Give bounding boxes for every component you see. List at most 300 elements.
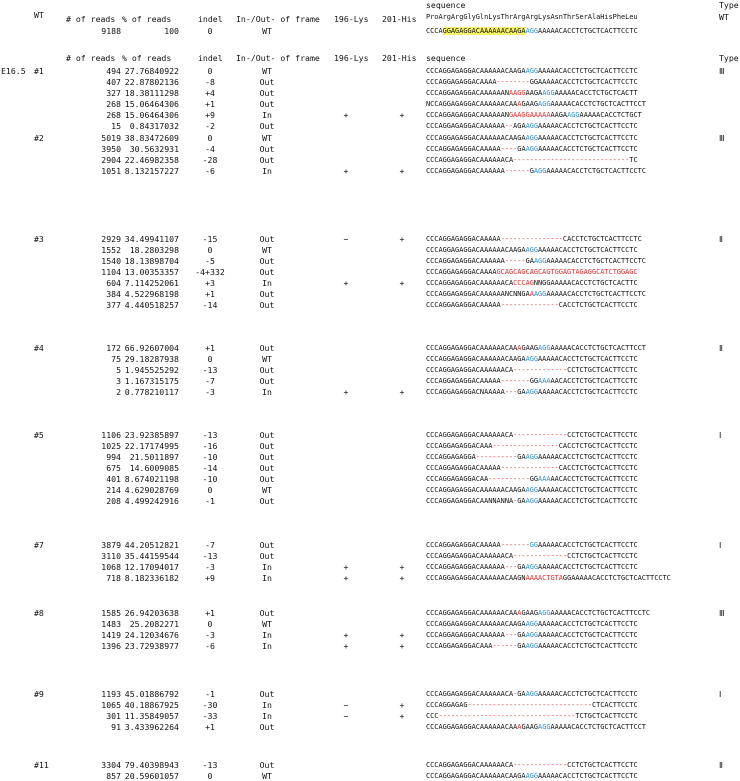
- sequence-segment: CCCAGGAGAGGACAAA: [426, 642, 493, 650]
- reads-percent: 18.38111298: [124, 88, 179, 98]
- indel-value: 0: [207, 619, 213, 629]
- sequence-segment: CCCAGGAGAGGACAAAAA: [426, 301, 501, 309]
- frame-status: Out: [259, 144, 275, 154]
- indel-value: -10: [202, 452, 218, 462]
- frame-status: Out: [259, 608, 275, 618]
- reads-percent: 4.440518257: [124, 300, 179, 310]
- reads-percent: 0.778210117: [124, 387, 179, 397]
- sequence-segment: CCCAGGAGAGGACNAAAAA: [426, 388, 505, 396]
- indel-value: -16: [202, 441, 218, 451]
- sequence-edit-segment: A: [517, 344, 522, 352]
- reads-percent: 14.6009085: [129, 463, 179, 473]
- col-his-header: 201-His: [382, 14, 417, 24]
- sequence-segment: CCCAGGAGAGGACAAAAAA: [426, 122, 505, 130]
- reads-count: 91: [111, 722, 121, 732]
- reads-percent: 4.629028769: [124, 485, 179, 495]
- sample-type: Ⅰ: [719, 689, 722, 699]
- lys196-status: +: [343, 110, 349, 120]
- sequence-segment: CCCAGGAGAGGACAAAAAA: [426, 631, 505, 639]
- read-sequence: [426, 77, 638, 87]
- reads-count: 15: [111, 121, 121, 131]
- reads-count: 301: [106, 711, 121, 721]
- sequence-segment: AGA: [513, 122, 526, 130]
- wt-pct: 100: [164, 26, 179, 36]
- frame-status: WT: [262, 619, 272, 629]
- read-sequence: [426, 245, 638, 255]
- reads-percent: 18.13898704: [124, 256, 179, 266]
- sample-type: Ⅱ: [719, 234, 724, 244]
- frame-status: Out: [259, 289, 275, 299]
- sequence-segment: AAAAACACCTCTGCTCACTTCCTC: [538, 541, 638, 549]
- sequence-segment: CCCAGGAGAGGACAAAAAACAAGA: [426, 67, 526, 75]
- reads-percent: 79.40398943: [124, 760, 179, 770]
- sequence-segment: AAGA: [525, 89, 543, 97]
- stage-label: E16.5: [1, 66, 26, 76]
- pam-segment: AGG: [538, 100, 551, 108]
- lys196-status: +: [343, 641, 349, 651]
- sequence-segment: GAAG: [521, 344, 539, 352]
- sequence-edit-segment: -: [513, 497, 518, 505]
- reads-percent: 22.46982358: [124, 155, 179, 165]
- reads-count: 675: [106, 463, 121, 473]
- indel-value: -14: [202, 463, 218, 473]
- indel-value: +4: [205, 88, 215, 98]
- sequence-segment: AAAAACACCTCTGCTCACTTCCTC: [538, 134, 638, 142]
- sequence-segment: AAAAACACCTCTGCTCACTTCCTC: [538, 563, 638, 571]
- indel-value: +1: [205, 608, 215, 618]
- frame-status: In: [262, 387, 272, 397]
- frame-status: Out: [259, 474, 275, 484]
- sequence-segment: AAAAACACCTCTGCTCACTTCCTC: [546, 290, 646, 298]
- sequence-segment: CCTCTGCTCACTTCCTC: [567, 761, 638, 769]
- read-sequence: [426, 144, 638, 154]
- sequence-edit-segment: AAAACTGTA: [525, 574, 563, 582]
- reads-count: 1483: [101, 619, 121, 629]
- indel-value: -13: [202, 430, 218, 440]
- sequence-segment: CACCTCTGCTCACTTCCTC: [562, 235, 642, 243]
- reads-percent: 44.20512821: [124, 540, 179, 550]
- read-sequence: [426, 289, 646, 299]
- indel-value: -4+332: [195, 267, 225, 277]
- reads-count: 5: [116, 365, 121, 375]
- pam-segment: AGG: [525, 145, 539, 153]
- read-sequence: [426, 608, 650, 618]
- frame-status: WT: [262, 771, 272, 781]
- sequence-segment: CCCAGGAGAGGACAAAA: [426, 78, 497, 86]
- sequence-segment: GG: [529, 377, 539, 385]
- reads-count: 1051: [101, 166, 121, 176]
- sequence-segment: CCCAGGAGAGGACAAAAAACA: [426, 552, 514, 560]
- frame-status: WT: [262, 245, 272, 255]
- read-sequence: [426, 300, 638, 310]
- sequence-segment: GA: [517, 453, 526, 461]
- sequence-edit-segment: -------------: [513, 552, 568, 560]
- frame-status: In: [262, 630, 272, 640]
- pam-segment: AAA: [538, 377, 551, 385]
- indel-value: 0: [207, 245, 213, 255]
- target-highlight-segment: GGAGAGGACAAAAAACAAGA: [442, 27, 526, 35]
- indel-value: -1: [205, 689, 215, 699]
- lys196-status: +: [343, 387, 349, 397]
- sequence-segment: GAAG: [521, 609, 539, 617]
- indel-value: -15: [202, 234, 218, 244]
- read-sequence: [426, 133, 638, 143]
- sequence-edit-segment: ----: [500, 145, 518, 153]
- read-sequence: [426, 155, 638, 165]
- lys196-status: +: [343, 630, 349, 640]
- lys196-status: +: [343, 278, 349, 288]
- col-indel-header: indel: [198, 14, 223, 24]
- reads-percent: 25.2082271: [129, 619, 179, 629]
- sequence-segment: CACCTCTGCTCACTTCCTC: [558, 464, 638, 472]
- sequence-segment: CCCAGGAGAGGACAAAAAACAAGA: [426, 134, 526, 142]
- sequence-segment: CCCAGGAGAGGACAAAAA: [426, 541, 501, 549]
- indel-value: -6: [205, 641, 215, 651]
- reads-count: 2904: [101, 155, 121, 165]
- read-sequence: [426, 99, 646, 109]
- col-lys-header: 196-Lys: [334, 14, 369, 24]
- indel-value: +1: [205, 722, 215, 732]
- reads-count: 1025: [101, 441, 121, 451]
- reads-percent: 13.00353357: [124, 267, 179, 277]
- reads-percent: 8.674021198: [124, 474, 179, 484]
- his201-status: +: [399, 387, 405, 397]
- reads-count: 1065: [101, 700, 121, 710]
- sequence-edit-segment: ----------: [475, 453, 518, 461]
- col-type-header-2: Type: [719, 53, 739, 63]
- reads-count: 994: [106, 452, 121, 462]
- indel-value: -13: [202, 551, 218, 561]
- indel-value: +1: [205, 99, 215, 109]
- read-sequence: [426, 166, 646, 176]
- sequence-edit-segment: ---: [504, 563, 518, 571]
- indel-value: -6: [205, 166, 215, 176]
- sample-type: Ⅱ: [719, 343, 724, 353]
- reads-count: 268: [106, 99, 121, 109]
- frame-status: In: [262, 166, 272, 176]
- reads-percent: 30.5632931: [129, 144, 179, 154]
- read-sequence: [426, 66, 638, 76]
- frame-status: In: [262, 641, 272, 651]
- sequence-segment: CACCTCTGCTCACTTCCTC: [558, 301, 638, 309]
- read-sequence: [426, 771, 638, 781]
- frame-status: Out: [259, 365, 275, 375]
- sequence-segment: CCCAGGAGAGGACAAAAAACAAGA: [426, 246, 526, 254]
- indel-value: -14: [202, 300, 218, 310]
- sequence-edit-segment: ----------------------------: [513, 156, 630, 164]
- sequence-segment: CCCAGGAGAGGACAAAAA: [426, 235, 501, 243]
- read-sequence: [426, 722, 646, 732]
- sequence-segment: CCTCTGCTCACTTCCTC: [567, 431, 638, 439]
- frame-status: WT: [262, 66, 272, 76]
- reads-percent: 7.114252061: [124, 278, 179, 288]
- indel-value: -4: [205, 144, 215, 154]
- reads-count: 1552: [101, 245, 121, 255]
- sample-id: #3: [34, 234, 44, 244]
- sequence-edit-segment: ----------: [488, 475, 530, 483]
- lys196-status: +: [343, 562, 349, 572]
- sequence-segment: CCTCTGCTCACTTCCTC: [567, 366, 638, 374]
- frame-status: WT: [262, 485, 272, 495]
- his201-status: +: [399, 630, 405, 640]
- frame-status: WT: [262, 354, 272, 364]
- indel-value: -7: [205, 540, 215, 550]
- sequence-segment: CCCAGGAGAGGACAANNANNA: [426, 497, 514, 505]
- type-wt-label: WT: [719, 12, 729, 22]
- read-sequence: [426, 441, 638, 451]
- sequence-edit-segment: GCAGCAGCAGCAGTGGAGTAGAGGCATCTGGAGC: [496, 268, 638, 276]
- sequence-edit-segment: -----: [504, 257, 526, 265]
- pam-segment: AGG: [525, 388, 539, 396]
- col-frame-header-2: In-/Out- of frame: [236, 53, 320, 63]
- sequence-edit-segment: --------------: [500, 301, 559, 309]
- sequence-segment: GGAAAAACACCTCTGCTCACTTCCTC: [562, 574, 671, 582]
- sequence-segment: AAGA: [550, 111, 568, 119]
- sequence-segment: AAAAACACCTCTGCTCACTTCCTC: [538, 27, 638, 35]
- reads-percent: 18.2803298: [129, 245, 179, 255]
- read-sequence: [426, 376, 638, 386]
- pam-segment: AGG: [533, 167, 547, 175]
- read-sequence: [426, 452, 638, 462]
- pam-segment: AGG: [538, 723, 551, 731]
- sequence-segment: CCCAGGAGAGGACAAAAAANCNNGA: [426, 290, 530, 298]
- read-sequence: [426, 256, 646, 266]
- frame-status: WT: [262, 133, 272, 143]
- wt-frame: WT: [262, 26, 272, 36]
- wt-sequence: [426, 26, 638, 36]
- indel-value: -3: [205, 562, 215, 572]
- reads-percent: 8.132157227: [124, 166, 179, 176]
- sequence-edit-segment: A: [529, 290, 534, 298]
- col-lys-header-2: 196-Lys: [334, 53, 369, 63]
- reads-percent: 23.92385897: [124, 430, 179, 440]
- read-sequence: [426, 641, 638, 651]
- sequence-edit-segment: --------: [496, 78, 530, 86]
- reads-percent: 8.182336182: [124, 573, 179, 583]
- pam-segment: AGG: [538, 609, 551, 617]
- reads-count: 1106: [101, 430, 121, 440]
- sequence-segment: CCCAGGAGAGGACAAAAA: [426, 377, 501, 385]
- reads-percent: 45.01886792: [124, 689, 179, 699]
- read-sequence: [426, 540, 638, 550]
- reads-percent: 3.433962264: [124, 722, 179, 732]
- reads-percent: 66.92607004: [124, 343, 179, 353]
- col-pct-header: % of reads: [122, 14, 172, 24]
- pam-segment: AGG: [533, 290, 547, 298]
- sequence-segment: AAAAACACCTCTGCTCACTTCCTC: [538, 453, 638, 461]
- pam-segment: AGG: [542, 89, 555, 97]
- frame-status: Out: [259, 121, 275, 131]
- pam-segment: AGG: [525, 620, 539, 628]
- sequence-segment: GAAG: [521, 723, 539, 731]
- indel-value: +9: [205, 573, 215, 583]
- sequence-segment: CCCAGGAGAGGACAAAAAA: [426, 563, 505, 571]
- sequence-segment: AAAAACACCTCTGCT: [579, 111, 642, 119]
- reads-count: 3879: [101, 540, 121, 550]
- sequence-segment: TCTGCTCACTTCCTC: [575, 712, 638, 720]
- sequence-segment: NCCAGGAGAGGACAAAAAACAA: [426, 100, 518, 108]
- frame-status: In: [262, 700, 272, 710]
- sequence-segment: AAAAACACCTCTGCTCACTTCCTC: [546, 167, 646, 175]
- sequence-edit-segment: ---: [504, 631, 518, 639]
- reads-count: 377: [106, 300, 121, 310]
- col-his-header-2: 201-His: [382, 53, 417, 63]
- reads-count: 75: [111, 354, 121, 364]
- sequence-segment: GGAAAAACACCTCTGCTCACTTCCTC: [529, 78, 638, 86]
- indel-value: -3: [205, 387, 215, 397]
- sequence-segment: AAAAACACCTCTGCTCACTTCCTC: [538, 145, 638, 153]
- frame-status: In: [262, 562, 272, 572]
- frame-status: Out: [259, 760, 275, 770]
- pam-segment: AAA: [538, 475, 551, 483]
- sequence-segment: CCCAGGAGAGGACAAAAAA: [426, 257, 505, 265]
- reads-percent: 0.84317032: [129, 121, 179, 131]
- read-sequence: [426, 619, 638, 629]
- sequence-segment: CCCAGGAGAGGACAAAAAACAAGA: [426, 772, 526, 780]
- indel-value: 0: [207, 133, 213, 143]
- frame-status: Out: [259, 234, 275, 244]
- pam-segment: AGG: [525, 497, 539, 505]
- frame-status: Out: [259, 722, 275, 732]
- reads-count: 3: [116, 376, 121, 386]
- pam-segment: AGG: [538, 344, 551, 352]
- indel-value: -5: [205, 256, 215, 266]
- sequence-segment: AAAAACACCTCTGCTCACTTCCTC: [538, 772, 638, 780]
- sequence-segment: AAAAACACCTCTGCTCACTTCCTC: [538, 67, 638, 75]
- frame-status: Out: [259, 343, 275, 353]
- sequence-edit-segment: ------------------------------: [467, 701, 592, 709]
- sequence-segment: CCC: [426, 712, 439, 720]
- read-sequence: [426, 689, 638, 699]
- his201-status: +: [399, 110, 405, 120]
- read-sequence: [426, 387, 638, 397]
- reads-count: 1193: [101, 689, 121, 699]
- read-sequence: [426, 267, 638, 277]
- sequence-segment: CCCAGGAGAGGACAAAAAAN: [426, 89, 509, 97]
- indel-value: -13: [202, 365, 218, 375]
- reads-percent: 27.76840922: [124, 66, 179, 76]
- frame-status: Out: [259, 300, 275, 310]
- pam-segment: AGG: [525, 246, 539, 254]
- reads-count: 1068: [101, 562, 121, 572]
- frame-status: Out: [259, 256, 275, 266]
- sequence-edit-segment: --: [504, 122, 514, 130]
- sequence-segment: AAAAACACCTCTGCTCACTTCCTC: [538, 486, 638, 494]
- sequence-edit-segment: AAGG: [508, 89, 526, 97]
- indel-value: 0: [207, 771, 213, 781]
- wt-reads: 9188: [101, 26, 121, 36]
- sequence-segment: CCCA: [426, 27, 443, 35]
- sequence-segment: GA: [517, 642, 526, 650]
- frame-status: Out: [259, 689, 275, 699]
- reads-percent: 1.167315175: [124, 376, 179, 386]
- sequence-segment: GA: [517, 631, 526, 639]
- reads-count: 1104: [101, 267, 121, 277]
- sequence-edit-segment: ---: [504, 388, 518, 396]
- his201-status: +: [399, 641, 405, 651]
- sequence-segment: CACCTCTGCTCACTTCCTC: [558, 442, 638, 450]
- his201-status: +: [399, 278, 405, 288]
- sequence-segment: CCCAGGAGAGGACAAAAAA: [426, 167, 505, 175]
- reads-count: 718: [106, 573, 121, 583]
- sequence-edit-segment: -------: [500, 377, 530, 385]
- reads-percent: 1.945525292: [124, 365, 179, 375]
- col-sequence-header-2: sequence: [426, 53, 466, 63]
- reads-percent: 21.5011897: [129, 452, 179, 462]
- wt-label: WT: [34, 10, 44, 20]
- sequence-segment: GA: [517, 145, 526, 153]
- sequence-segment: AAAAACACCTCTGCTCACTT: [554, 89, 638, 97]
- pam-segment: AGG: [525, 486, 539, 494]
- sample-id: #2: [34, 133, 44, 143]
- reads-count: 2929: [101, 234, 121, 244]
- his201-status: +: [399, 711, 405, 721]
- read-sequence: [426, 496, 638, 506]
- lys196-status: −: [343, 700, 349, 710]
- sample-type: Ⅰ: [719, 430, 722, 440]
- sample-type: Ⅰ: [719, 540, 722, 550]
- sequence-segment: AACACCTCTGCTCACTTCCTC: [550, 377, 638, 385]
- sample-type: Ⅱ: [719, 760, 724, 770]
- sequence-segment: AAAAACACCTCTGCTCACTTCCT: [550, 100, 646, 108]
- read-sequence: [426, 234, 642, 244]
- read-sequence: [426, 551, 638, 561]
- reads-percent: 23.72938977: [124, 641, 179, 651]
- frame-status: Out: [259, 540, 275, 550]
- sequence-segment: AAAAACACCTCTGCTCACTTCCTC: [538, 355, 638, 363]
- indel-value: 0: [207, 66, 213, 76]
- sequence-segment: CCCAGGAGAGGACAAAAAACAA: [426, 723, 518, 731]
- sequence-edit-segment: -: [513, 690, 518, 698]
- wt-indel: 0: [207, 26, 213, 36]
- sequence-edit-segment: ----------------: [492, 442, 559, 450]
- frame-status: Out: [259, 441, 275, 451]
- read-sequence: [426, 700, 638, 710]
- read-sequence: [426, 110, 642, 120]
- col-frame-header: In-/Out- of frame: [236, 14, 320, 24]
- frame-status: Out: [259, 430, 275, 440]
- reads-count: 494: [106, 66, 121, 76]
- his201-status: +: [399, 234, 405, 244]
- sample-id: #1: [34, 66, 44, 76]
- frame-status: Out: [259, 452, 275, 462]
- sequence-segment: CCCAGGAGAGGACAAAAAAN: [426, 111, 509, 119]
- pam-segment: AGG: [525, 563, 539, 571]
- indel-value: 0: [207, 485, 213, 495]
- his201-status: +: [399, 166, 405, 176]
- indel-value: -28: [202, 155, 218, 165]
- frame-status: Out: [259, 88, 275, 98]
- sequence-edit-segment: A: [517, 100, 522, 108]
- sequence-segment: GA: [525, 257, 534, 265]
- read-sequence: [426, 121, 638, 131]
- reads-count: 401: [106, 474, 121, 484]
- read-sequence: [426, 485, 638, 495]
- reads-percent: 38.83472609: [124, 133, 179, 143]
- reads-percent: 4.522968198: [124, 289, 179, 299]
- lys196-status: −: [343, 234, 349, 244]
- col-type-header: Type: [719, 0, 739, 10]
- reads-percent: 24.12034676: [124, 630, 179, 640]
- sequence-segment: CCCAGGAGAGGACAAAAAACA: [426, 156, 514, 164]
- sequence-segment: CCCAGGAGAGGACAAAAA: [426, 464, 501, 472]
- sequence-segment: NNGGAAAAACACCTCTGCTCACTTC: [533, 279, 638, 287]
- reads-count: 1419: [101, 630, 121, 640]
- reads-count: 3110: [101, 551, 121, 561]
- indel-value: +1: [205, 343, 215, 353]
- read-sequence: [426, 343, 646, 353]
- frame-status: Out: [259, 155, 275, 165]
